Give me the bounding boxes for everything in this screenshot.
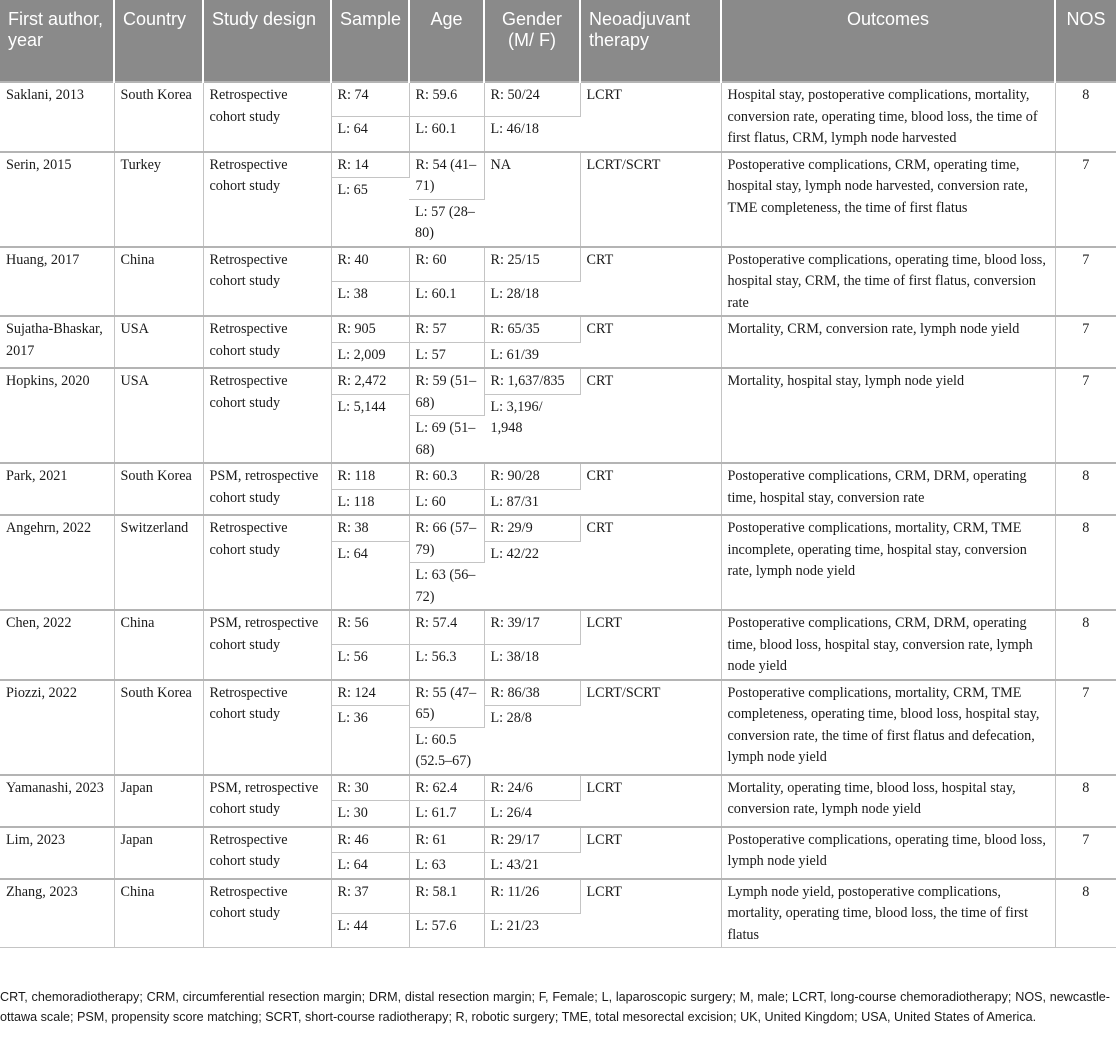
cell-neoadjuvant-therapy: CRT (580, 368, 721, 463)
cell-sample-r: R: 14 (331, 152, 409, 178)
cell-age-r: R: 60.3 (409, 463, 484, 489)
cell-gender-r: R: 1,637/835 (484, 368, 580, 394)
cell-neoadjuvant-therapy: CRT (580, 316, 721, 368)
cell-gender-l: L: 26/4 (484, 801, 580, 827)
cell-author: Lim, 2023 (0, 827, 114, 879)
cell-age-l: L: 61.7 (409, 801, 484, 827)
cell-author: Hopkins, 2020 (0, 368, 114, 463)
cell-author: Saklani, 2013 (0, 82, 114, 152)
cell-country: China (114, 610, 203, 680)
cell-sample-r: R: 124 (331, 680, 409, 706)
table-footnote: CRT, chemoradiotherapy; CRM, circumferential resection margin; DRM, distal resection margin; F, Female; L, laparoscopic surgery; M, male; LCRT, long-course chemoradiotherapy; NOS, newcastle-ottawa scale; PSM, propensity score matching; SCRT, short-course radiotherapy; R, robotic surgery; TME, total mesorectal excision; UK, United Kingdom; USA, United States of America. (0, 990, 1110, 1024)
cell-age-r: R: 60 (409, 247, 484, 282)
cell-gender-l: L: 46/18 (484, 117, 580, 152)
cell-country: Switzerland (114, 515, 203, 610)
cell-gender-r: R: 39/17 (484, 610, 580, 645)
cell-author: Chen, 2022 (0, 610, 114, 680)
cell-nos: 8 (1055, 775, 1116, 827)
cell-gender-r: R: 11/26 (484, 879, 580, 914)
header-outcomes: Outcomes (721, 0, 1055, 82)
cell-country: South Korea (114, 463, 203, 515)
cell-country: South Korea (114, 680, 203, 775)
cell-age-r: R: 59 (51–68) (409, 368, 484, 416)
cell-study-design: Retrospective cohort study (203, 879, 331, 948)
cell-study-design: Retrospective cohort study (203, 316, 331, 368)
cell-sample-r: R: 74 (331, 82, 409, 117)
cell-gender-l: L: 3,196/ 1,948 (484, 394, 580, 463)
cell-study-design: Retrospective cohort study (203, 368, 331, 463)
cell-neoadjuvant-therapy: CRT (580, 247, 721, 317)
table-body (0, 82, 1116, 948)
table-row (0, 368, 1116, 394)
table-row (0, 152, 1116, 178)
cell-study-design: Retrospective cohort study (203, 827, 331, 879)
cell-outcomes: Postoperative complications, operating time, blood loss, lymph node yield (721, 827, 1055, 879)
cell-gender-r: R: 29/9 (484, 515, 580, 541)
header-sample: Sample (331, 0, 409, 82)
cell-sample-r: R: 118 (331, 463, 409, 489)
header-row (0, 0, 1116, 82)
cell-study-design: PSM, retrospective cohort study (203, 463, 331, 515)
cell-author: Serin, 2015 (0, 152, 114, 247)
cell-neoadjuvant-therapy: CRT (580, 515, 721, 610)
cell-author: Angehrn, 2022 (0, 515, 114, 610)
cell-sample-l: L: 64 (331, 117, 409, 152)
cell-outcomes: Postoperative complications, CRM, DRM, operating time, hospital stay, conversion rate (721, 463, 1055, 515)
cell-age-l: L: 57.6 (409, 913, 484, 947)
cell-age-r: R: 57 (409, 316, 484, 342)
cell-gender-l: L: 61/39 (484, 342, 580, 368)
cell-sample-l: L: 5,144 (331, 394, 409, 463)
cell-sample-l: L: 2,009 (331, 342, 409, 368)
cell-sample-l: L: 36 (331, 706, 409, 775)
table-row (0, 82, 1116, 117)
cell-age-r: R: 55 (47–65) (409, 680, 484, 728)
cell-sample-r: R: 30 (331, 775, 409, 801)
cell-age-l: L: 60.5 (52.5–67) (409, 727, 484, 775)
header-country: Country (114, 0, 203, 82)
cell-nos: 7 (1055, 316, 1116, 368)
cell-gender-l: L: 28/18 (484, 281, 580, 316)
cell-neoadjuvant-therapy: LCRT/SCRT (580, 152, 721, 247)
cell-study-design: PSM, retrospective cohort study (203, 775, 331, 827)
header-study-design: Study design (203, 0, 331, 82)
header-age: Age (409, 0, 484, 82)
header-author: First author, year (0, 0, 114, 82)
table-row (0, 610, 1116, 645)
cell-sample-l: L: 38 (331, 281, 409, 316)
table-row (0, 515, 1116, 541)
cell-sample-l: L: 118 (331, 489, 409, 515)
cell-outcomes: Hospital stay, postoperative complications, mortality, conversion rate, operating time, blood loss, the time of first flatus, CRM, lymph node harvested (721, 82, 1055, 152)
cell-sample-r: R: 40 (331, 247, 409, 282)
cell-outcomes: Postoperative complications, CRM, operating time, hospital stay, lymph node harvested, conversion rate, TME completeness, the time of first flatus (721, 152, 1055, 247)
cell-age-l: L: 69 (51–68) (409, 416, 484, 464)
cell-sample-r: R: 56 (331, 610, 409, 645)
cell-study-design: Retrospective cohort study (203, 82, 331, 152)
cell-author: Park, 2021 (0, 463, 114, 515)
cell-gender-l: L: 21/23 (484, 913, 580, 947)
cell-sample-r: R: 2,472 (331, 368, 409, 394)
cell-author: Piozzi, 2022 (0, 680, 114, 775)
cell-gender-r: R: 24/6 (484, 775, 580, 801)
header-gender: Gender (M/ F) (484, 0, 580, 82)
cell-study-design: PSM, retrospective cohort study (203, 610, 331, 680)
cell-outcomes: Postoperative complications, operating time, blood loss, hospital stay, CRM, the time of first flatus, conversion rate (721, 247, 1055, 317)
cell-outcomes: Postoperative complications, CRM, DRM, operating time, blood loss, hospital stay, conversion rate, lymph node yield (721, 610, 1055, 680)
cell-gender-r: R: 90/28 (484, 463, 580, 489)
cell-sample-l: L: 44 (331, 913, 409, 947)
cell-study-design: Retrospective cohort study (203, 680, 331, 775)
table-row (0, 316, 1116, 342)
cell-sample-r: R: 38 (331, 515, 409, 541)
cell-sample-r: R: 37 (331, 879, 409, 914)
cell-nos: 7 (1055, 247, 1116, 317)
cell-outcomes: Postoperative complications, mortality, CRM, TME incomplete, operating time, hospital stay, conversion rate, lymph node yield (721, 515, 1055, 610)
cell-country: Turkey (114, 152, 203, 247)
header-nos: NOS (1055, 0, 1116, 82)
cell-nos: 8 (1055, 515, 1116, 610)
table-row (0, 463, 1116, 489)
cell-gender-r: R: 25/15 (484, 247, 580, 282)
cell-nos: 8 (1055, 879, 1116, 948)
cell-nos: 8 (1055, 610, 1116, 680)
cell-study-design: Retrospective cohort study (203, 247, 331, 317)
cell-author: Yamanashi, 2023 (0, 775, 114, 827)
cell-age-l: L: 63 (409, 853, 484, 879)
cell-study-design: Retrospective cohort study (203, 515, 331, 610)
cell-country: Japan (114, 827, 203, 879)
cell-study-design: Retrospective cohort study (203, 152, 331, 247)
cell-age-l: L: 57 (409, 342, 484, 368)
cell-author: Huang, 2017 (0, 247, 114, 317)
table-row (0, 879, 1116, 914)
table-row (0, 247, 1116, 282)
cell-sample-l: L: 64 (331, 853, 409, 879)
cell-sample-l: L: 65 (331, 178, 409, 247)
cell-outcomes: Mortality, operating time, blood loss, hospital stay, conversion rate, lymph node yield (721, 775, 1055, 827)
cell-author: Zhang, 2023 (0, 879, 114, 948)
cell-neoadjuvant-therapy: LCRT (580, 610, 721, 680)
cell-country: USA (114, 368, 203, 463)
cell-gender-l: L: 38/18 (484, 645, 580, 680)
cell-neoadjuvant-therapy: LCRT (580, 879, 721, 948)
cell-gender-r: R: 65/35 (484, 316, 580, 342)
cell-author: Sujatha-Bhaskar, 2017 (0, 316, 114, 368)
cell-sample-l: L: 64 (331, 541, 409, 610)
cell-country: China (114, 879, 203, 948)
cell-outcomes: Mortality, CRM, conversion rate, lymph node yield (721, 316, 1055, 368)
cell-country: China (114, 247, 203, 317)
cell-nos: 7 (1055, 152, 1116, 247)
header-neoadjuvant-therapy: Neoadjuvant therapy (580, 0, 721, 82)
cell-gender-r: R: 50/24 (484, 82, 580, 117)
cell-gender-l: L: 28/8 (484, 706, 580, 775)
cell-nos: 7 (1055, 827, 1116, 879)
cell-age-l: L: 60.1 (409, 281, 484, 316)
cell-neoadjuvant-therapy: LCRT/SCRT (580, 680, 721, 775)
cell-nos: 7 (1055, 368, 1116, 463)
cell-nos: 8 (1055, 463, 1116, 515)
cell-age-l: L: 60.1 (409, 117, 484, 152)
cell-age-r: R: 66 (57–79) (409, 515, 484, 563)
cell-neoadjuvant-therapy: LCRT (580, 827, 721, 879)
cell-gender-l: L: 43/21 (484, 853, 580, 879)
cell-age-l: L: 63 (56–72) (409, 563, 484, 611)
cell-gender-l: L: 42/22 (484, 541, 580, 610)
cell-gender-r: R: 29/17 (484, 827, 580, 853)
cell-neoadjuvant-therapy: CRT (580, 463, 721, 515)
cell-country: Japan (114, 775, 203, 827)
cell-outcomes: Lymph node yield, postoperative complications, mortality, operating time, blood loss, the time of first flatus (721, 879, 1055, 948)
cell-nos: 8 (1055, 82, 1116, 152)
cell-gender-r: R: 86/38 (484, 680, 580, 706)
cell-gender-l: L: 87/31 (484, 489, 580, 515)
cell-age-r: R: 61 (409, 827, 484, 853)
cell-age-r: R: 58.1 (409, 879, 484, 914)
cell-age-r: R: 54 (41–71) (409, 152, 484, 200)
table-row (0, 827, 1116, 853)
cell-sample-l: L: 30 (331, 801, 409, 827)
cell-sample-l: L: 56 (331, 645, 409, 680)
cell-outcomes: Mortality, hospital stay, lymph node yield (721, 368, 1055, 463)
cell-age-r: R: 57.4 (409, 610, 484, 645)
cell-nos: 7 (1055, 680, 1116, 775)
cell-age-l: L: 56.3 (409, 645, 484, 680)
cell-age-r: R: 62.4 (409, 775, 484, 801)
cell-gender: NA (484, 152, 580, 247)
cell-outcomes: Postoperative complications, mortality, CRM, TME completeness, operating time, blood loss, hospital stay, conversion rate, the time of first flatus and defecation, lymph node yield (721, 680, 1055, 775)
cell-neoadjuvant-therapy: LCRT (580, 775, 721, 827)
table-row (0, 680, 1116, 706)
cell-age-l: L: 60 (409, 489, 484, 515)
cell-age-l: L: 57 (28–80) (409, 199, 484, 247)
cell-country: USA (114, 316, 203, 368)
cell-age-r: R: 59.6 (409, 82, 484, 117)
cell-sample-r: R: 46 (331, 827, 409, 853)
table-row (0, 775, 1116, 801)
cell-country: South Korea (114, 82, 203, 152)
cell-sample-r: R: 905 (331, 316, 409, 342)
cell-neoadjuvant-therapy: LCRT (580, 82, 721, 152)
